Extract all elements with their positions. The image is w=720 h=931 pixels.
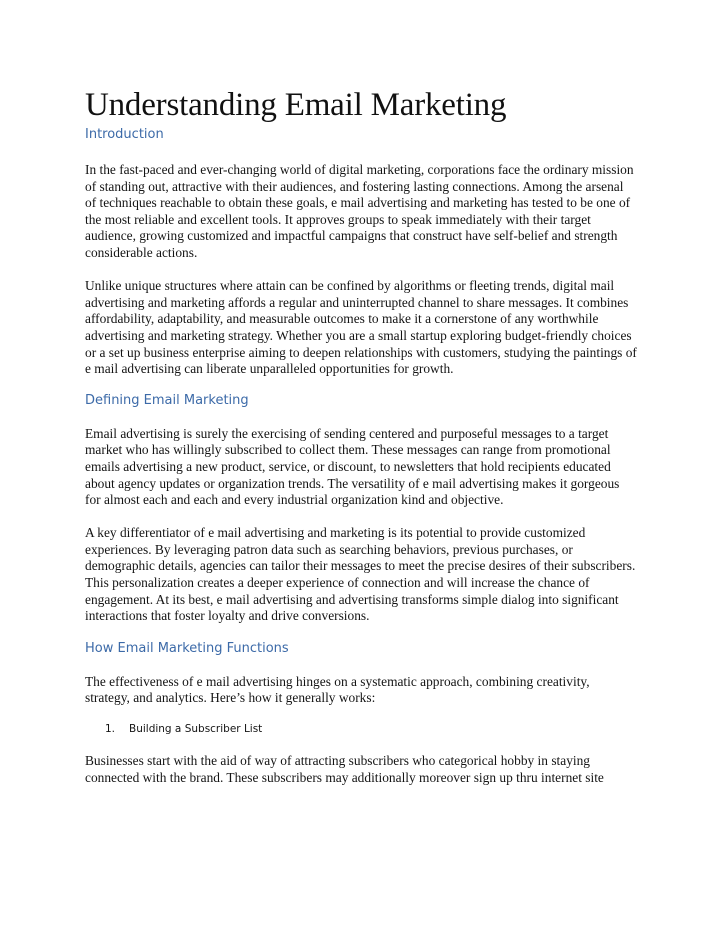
intro-paragraph-2: Unlike unique structures where attain can be confined by algorithms or fleeting trends, digital mail advertising and marketing affords a regular and uninterrupted channel to share messages. It combines affordability, adaptability, and measurable outcomes to make it a cornerstone of any worthwhile advertising and marketing strategy. Whether you are a small startup exploring budget-friendly choices or a set up business enterprise aiming to deepen relationships with customers, studying the paintings of e mail advertising can liberate unparalleled opportunities for growth.: [85, 278, 637, 377]
document-content: [85, 86, 637, 786]
defining-paragraph-1: Email advertising is surely the exercising of sending centered and purposeful messages to a target market who has willingly subscribed to collect them. These messages can range from promotional emails advertising a new product, service, or discount, to newsletters that hold recipients educated about agency updates or organization trends. The versatility of e mail advertising makes it gorgeous for almost each and each and every industrial organization kind and objective.: [85, 425, 620, 508]
functions-list: [85, 721, 637, 737]
section-heading-defining: Defining Email Marketing: [85, 392, 249, 408]
defining-paragraph-2: A key differentiator of e mail advertising and marketing is its potential to provide customized experiences. By leveraging patron data such as searching behaviors, previous purchases, or demographic details, agencies can tailor their messages to meet the precise desires of their subscribers. This personalization creates a deeper experience of connection and will increase the chance of engagement. At its best, e mail advertising and advertising transforms simple dialog into significant interactions that foster loyalty and drive conversions.: [85, 525, 636, 624]
list-item: [85, 721, 637, 737]
functions-paragraph-2: Businesses start with the aid of way of attracting subscribers who categorical hobby in staying connected with the brand. These subscribers may additionally moreover sign up thru internet site: [85, 753, 604, 785]
section-heading-functions: How Email Marketing Functions: [85, 640, 289, 656]
intro-paragraph-1: In the fast-paced and ever-changing world of digital marketing, corporations face the ordinary mission of standing out, attractive with their audiences, and fostering lasting connections. Among the arsenal of techniques reachable to obtain these goals, e mail advertising and marketing has tested to be one of the most reliable and excellent tools. It approves groups to speak immediately with their target audience, growing customized and impactful campaigns that construct have self-belief and strength considerable actions.: [85, 162, 634, 260]
list-item-number: 1.: [105, 723, 116, 736]
section-heading-introduction: Introduction: [85, 127, 164, 142]
functions-paragraph-1: The effectiveness of e mail advertising hinges on a systematic approach, combining creativity, strategy, and analytics. Here’s how it generally works:: [85, 673, 590, 706]
list-item-label: Building a Subscriber List: [129, 723, 263, 736]
document-title: Understanding Email Marketing: [85, 87, 507, 123]
